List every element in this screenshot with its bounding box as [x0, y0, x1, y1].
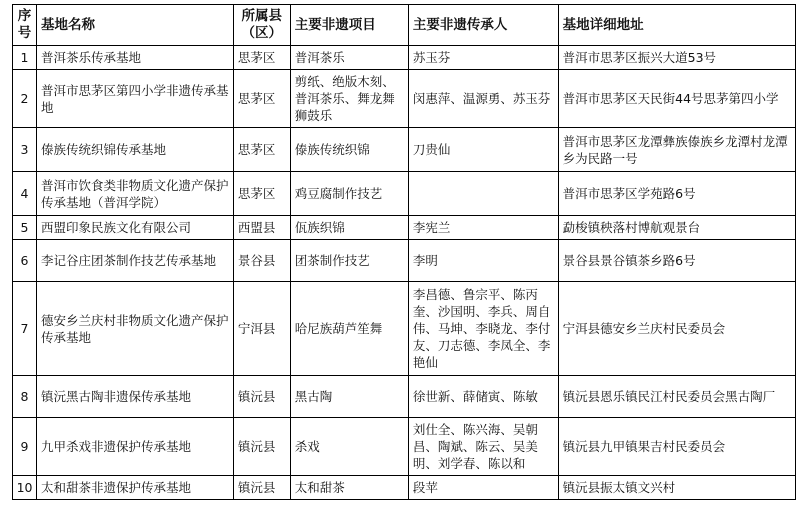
- row-heirs: 苏玉芬: [408, 46, 558, 70]
- row-name: 普洱市思茅区第四小学非遗传承基地: [37, 70, 234, 128]
- table-row: [13, 418, 796, 476]
- row-project: 黑古陶: [290, 376, 408, 418]
- row-project: 普洱茶乐: [290, 46, 408, 70]
- row-no: 6: [13, 240, 37, 282]
- row-no: 3: [13, 128, 37, 172]
- row-name: 太和甜茶非遗保护传承基地: [37, 476, 234, 500]
- row-no: 8: [13, 376, 37, 418]
- row-heirs: 徐世新、薛储寅、陈敏: [408, 376, 558, 418]
- table-row: [13, 240, 796, 282]
- row-heirs: 李昌德、鲁宗平、陈丙奎、沙国明、李兵、周自伟、马坤、李晓龙、李付友、刀志德、李凤全、李艳仙: [408, 282, 558, 376]
- row-county: 思茅区: [233, 128, 290, 172]
- table-row: [13, 70, 796, 128]
- row-no: 2: [13, 70, 37, 128]
- row-project: 佤族织锦: [290, 216, 408, 240]
- row-name: 镇沅黑古陶非遗保传承基地: [37, 376, 234, 418]
- row-name: 李记谷庄团茶制作技艺传承基地: [37, 240, 234, 282]
- row-project: 哈尼族葫芦笙舞: [290, 282, 408, 376]
- table-row: [13, 376, 796, 418]
- row-address: 镇沅县振太镇文兴村: [558, 476, 795, 500]
- row-project: 剪纸、绝版木刻、普洱茶乐、舞龙舞狮鼓乐: [290, 70, 408, 128]
- row-heirs: 刀贵仙: [408, 128, 558, 172]
- row-heirs: [408, 172, 558, 216]
- row-county: 镇沅县: [233, 376, 290, 418]
- row-county: 景谷县: [233, 240, 290, 282]
- row-county: 西盟县: [233, 216, 290, 240]
- row-address: 勐梭镇秧落村博航观景台: [558, 216, 795, 240]
- row-heirs: 李明: [408, 240, 558, 282]
- row-heirs: 段苹: [408, 476, 558, 500]
- table-row: [13, 216, 796, 240]
- row-address: 普洱市思茅区天民街44号思茅第四小学: [558, 70, 795, 128]
- row-address: 镇沅县恩乐镇民江村民委员会黑古陶厂: [558, 376, 795, 418]
- header-project: 主要非遗项目: [290, 5, 408, 46]
- row-no: 9: [13, 418, 37, 476]
- header-heirs: 主要非遗传承人: [408, 5, 558, 46]
- header-address: 基地详细地址: [558, 5, 795, 46]
- table-row: [13, 172, 796, 216]
- row-project: 鸡豆腐制作技艺: [290, 172, 408, 216]
- row-heirs: 李宪兰: [408, 216, 558, 240]
- row-county: 宁洱县: [233, 282, 290, 376]
- row-no: 1: [13, 46, 37, 70]
- header-no: 序号: [13, 5, 37, 46]
- row-project: 杀戏: [290, 418, 408, 476]
- row-address: 普洱市思茅区龙潭彝族傣族乡龙潭村龙潭乡为民路一号: [558, 128, 795, 172]
- row-address: 普洱市思茅区振兴大道53号: [558, 46, 795, 70]
- heritage-base-table-container: [12, 4, 796, 500]
- row-name: 普洱茶乐传承基地: [37, 46, 234, 70]
- heritage-base-table: [12, 4, 796, 500]
- row-address: 普洱市思茅区学苑路6号: [558, 172, 795, 216]
- row-county: 思茅区: [233, 70, 290, 128]
- row-address: 景谷县景谷镇茶乡路6号: [558, 240, 795, 282]
- table-row: [13, 128, 796, 172]
- row-name: 九甲杀戏非遗保护传承基地: [37, 418, 234, 476]
- row-address: 镇沅县九甲镇果吉村民委员会: [558, 418, 795, 476]
- row-address: 宁洱县德安乡兰庆村民委员会: [558, 282, 795, 376]
- header-name: 基地名称: [37, 5, 234, 46]
- row-no: 7: [13, 282, 37, 376]
- row-no: 10: [13, 476, 37, 500]
- row-county: 思茅区: [233, 46, 290, 70]
- row-county: 镇沅县: [233, 418, 290, 476]
- table-row: [13, 282, 796, 376]
- row-name: 德安乡兰庆村非物质文化遗产保护传承基地: [37, 282, 234, 376]
- row-name: 西盟印象民族文化有限公司: [37, 216, 234, 240]
- row-project: 团茶制作技艺: [290, 240, 408, 282]
- row-heirs: 刘仕全、陈兴海、吴朝昌、陶斌、陈云、吴美明、刘学春、陈以和: [408, 418, 558, 476]
- table-header-row: [13, 5, 796, 46]
- row-project: 太和甜茶: [290, 476, 408, 500]
- row-no: 5: [13, 216, 37, 240]
- row-name: 普洱市饮食类非物质文化遗产保护传承基地（普洱学院）: [37, 172, 234, 216]
- row-county: 镇沅县: [233, 476, 290, 500]
- row-county: 思茅区: [233, 172, 290, 216]
- row-name: 傣族传统织锦传承基地: [37, 128, 234, 172]
- row-no: 4: [13, 172, 37, 216]
- row-project: 傣族传统织锦: [290, 128, 408, 172]
- table-row: [13, 46, 796, 70]
- header-county: 所属县（区）: [233, 5, 290, 46]
- table-row: [13, 476, 796, 500]
- row-heirs: 闵惠萍、温源勇、苏玉芬: [408, 70, 558, 128]
